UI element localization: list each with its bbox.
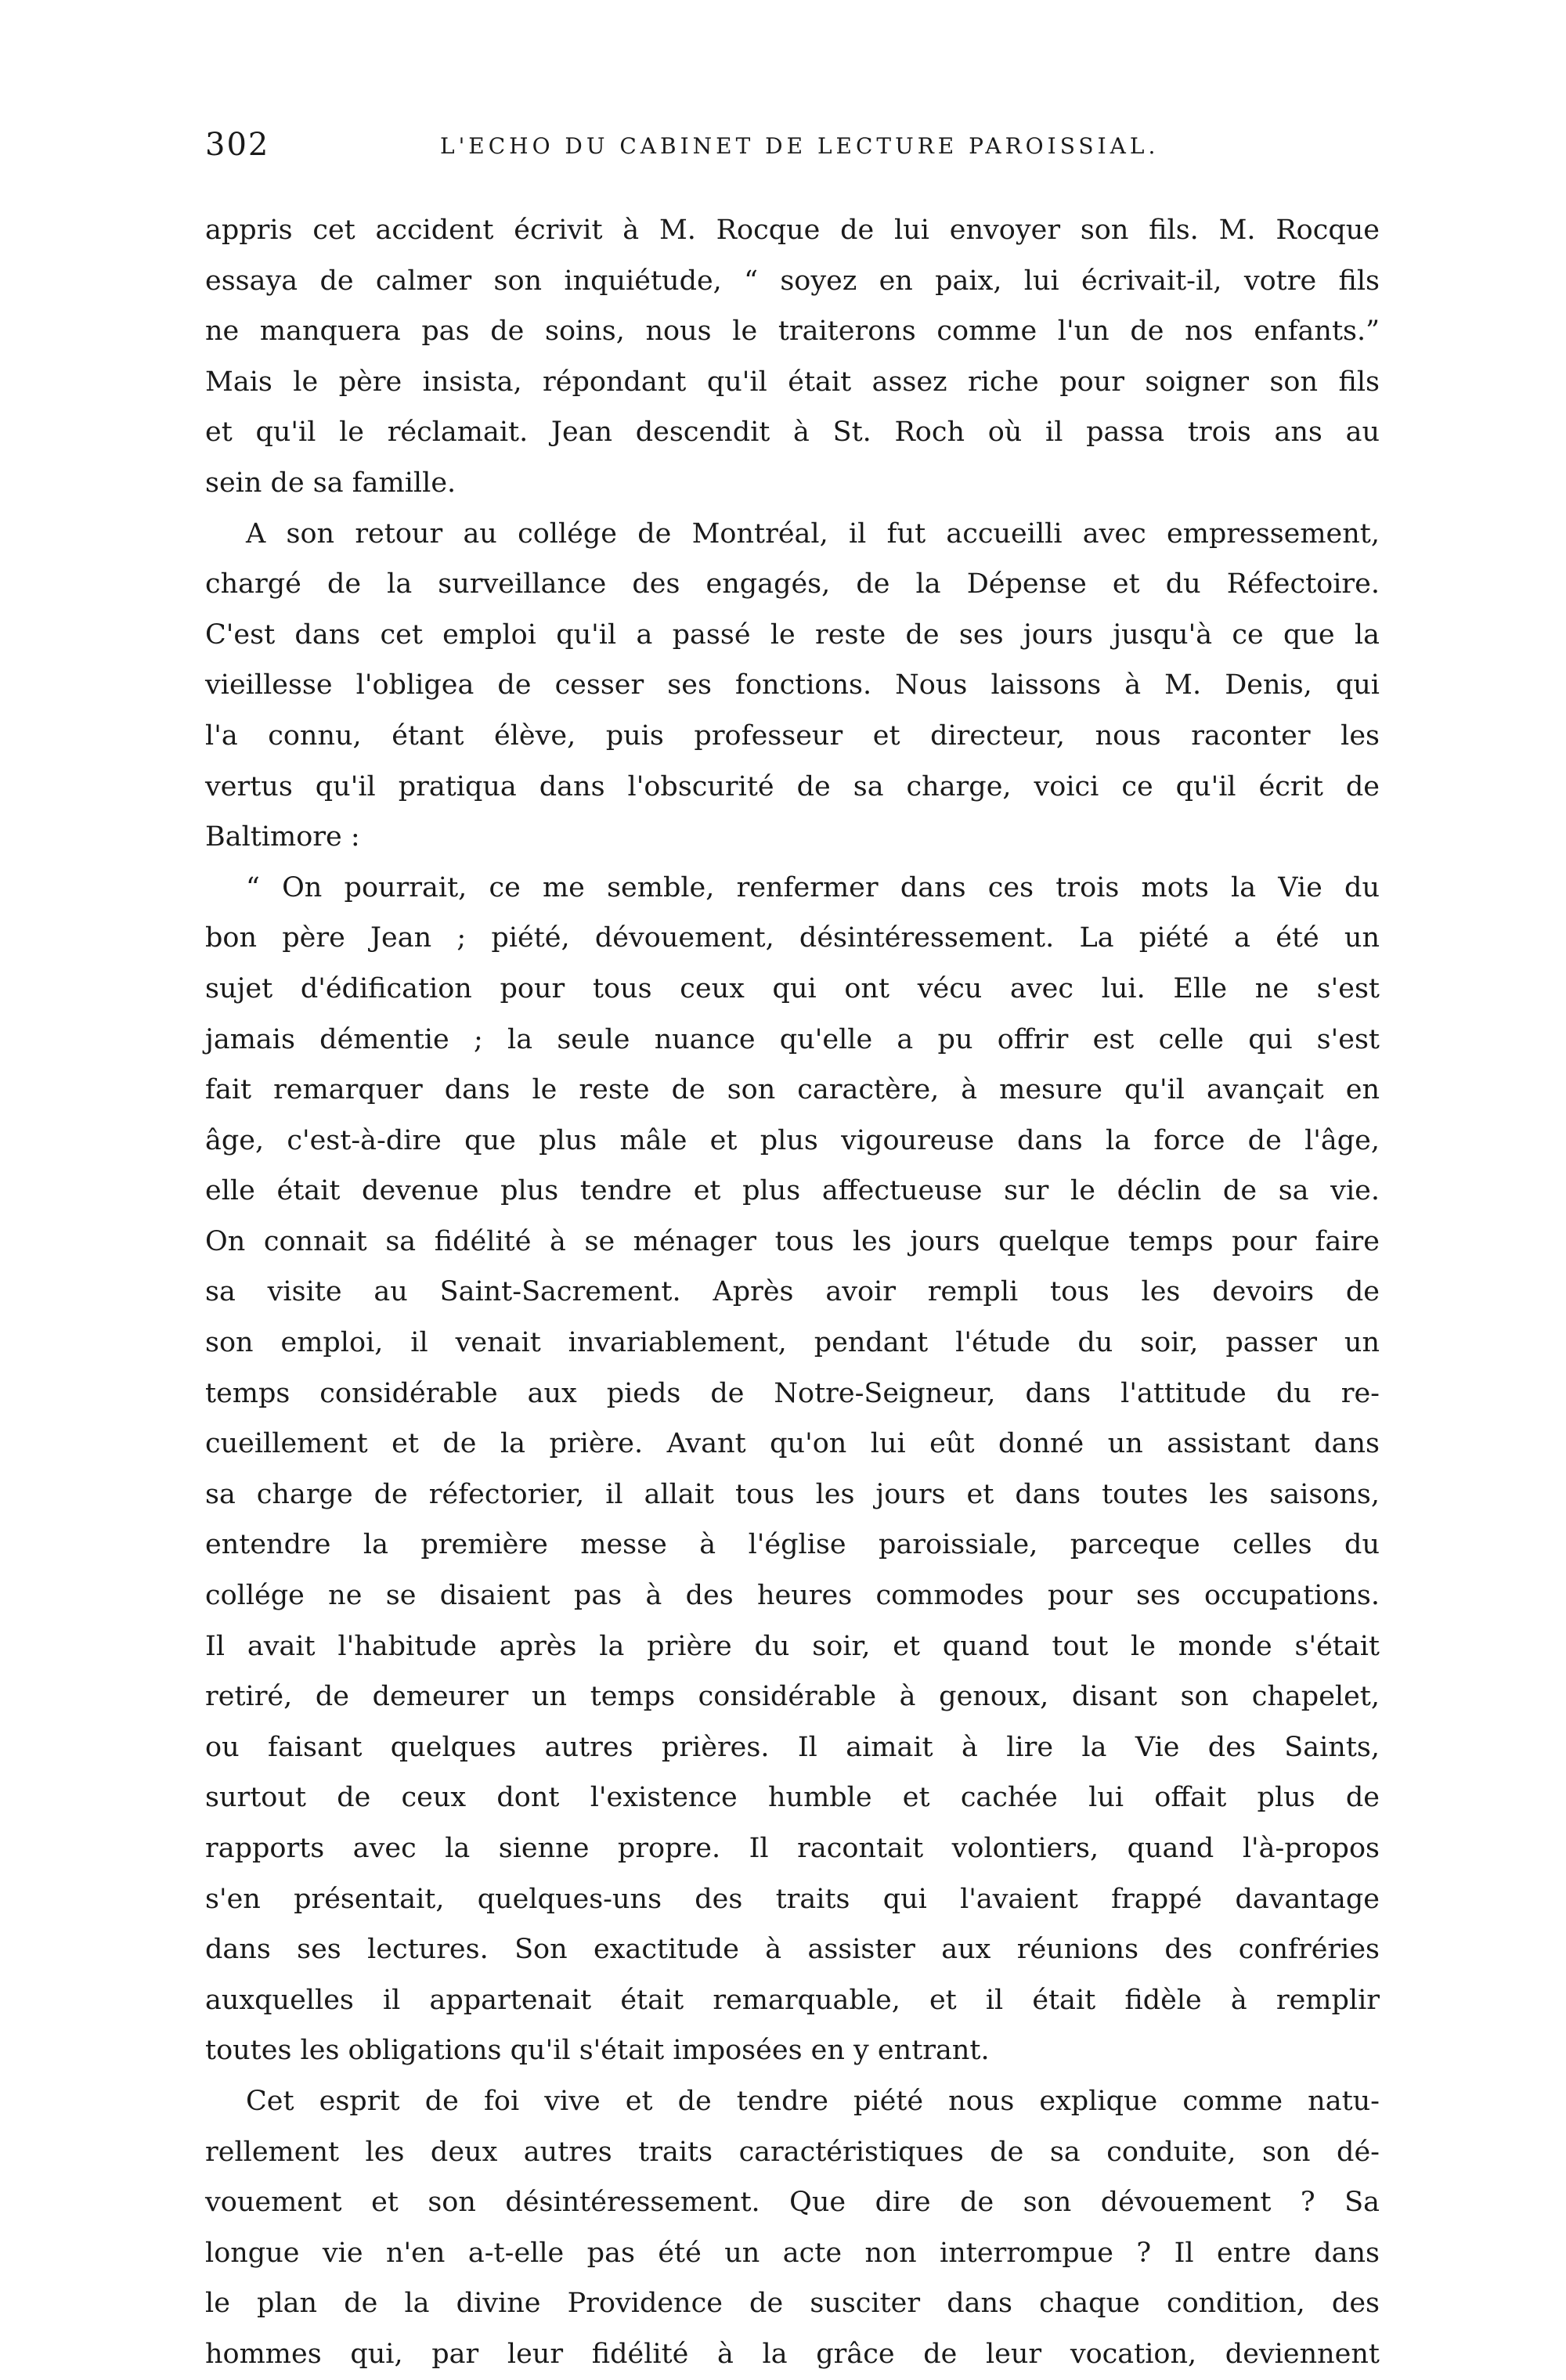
page-number: 302 — [205, 127, 270, 163]
text-line: vieillesse l'obligea de cesser ses fonctions. Nous laissons à M. Denis, qui — [205, 669, 1380, 701]
text-line: appris cet accident écrivit à M. Rocque de lui envoyer son fils. M. Rocque — [205, 215, 1380, 246]
text-line: sein de sa famille. — [205, 467, 456, 499]
text-line: toutes les obligations qu'il s'était imposées en y entrant. — [205, 2035, 990, 2067]
text-line: Mais le père insista, répondant qu'il était assez riche pour soigner son fils — [205, 366, 1380, 398]
text-line: rellement les deux autres traits caractéristiques de sa conduite, son dé- — [205, 2136, 1380, 2168]
text-line: vertus qu'il pratiqua dans l'obscurité de sa charge, voici ce qu'il écrit de — [205, 770, 1380, 802]
text-line: vouement et son désintéressement. Que dire de son dévouement ? Sa — [205, 2187, 1380, 2219]
text-line: cueillement et de la prière. Avant qu'on lui eût donné un assistant dans — [205, 1428, 1380, 1460]
text-line: et qu'il le réclamait. Jean descendit à St. Roch où il passa trois ans au — [205, 416, 1380, 449]
text-line: fait remarquer dans le reste de son caractère, à mesure qu'il avançait en — [205, 1074, 1380, 1106]
text-line: auxquelles il appartenait était remarquable, et il était fidèle à remplir — [205, 1984, 1380, 2016]
text-line: sa visite au Saint-Sacrement. Après avoir rempli tous les devoirs de — [205, 1276, 1380, 1308]
text-line: jamais démentie ; la seule nuance qu'elle a pu offrir est celle qui s'est — [205, 1023, 1380, 1055]
text-line: âge, c'est-à-dire que plus mâle et plus vigoureuse dans la force de l'âge, — [205, 1124, 1380, 1156]
text-line: dans ses lectures. Son exactitude à assister aux réunions des confréries — [205, 1934, 1380, 1966]
text-line: retiré, de demeurer un temps considérable à genoux, disant son chapelet, — [205, 1681, 1380, 1713]
text-line: chargé de la surveillance des engagés, de la Dépense et du Réfectoire. — [205, 568, 1380, 600]
text-line: ou faisant quelques autres prières. Il aimait à lire la Vie des Saints, — [205, 1731, 1380, 1763]
text-line: Cet esprit de foi vive et de tendre piété nous explique comme natu- — [246, 2085, 1380, 2117]
text-line: sujet d'édification pour tous ceux qui ont vécu avec lui. Elle ne s'est — [205, 972, 1380, 1004]
text-line: bon père Jean ; piété, dévouement, désintéressement. La piété a été un — [205, 922, 1380, 954]
text-line: Il avait l'habitude après la prière du soir, et quand tout le monde s'était — [205, 1630, 1380, 1662]
text-line: C'est dans cet emploi qu'il a passé le reste de ses jours jusqu'à ce que la — [205, 618, 1380, 651]
text-line: collége ne se disaient pas à des heures commodes pour ses occupations. — [205, 1580, 1380, 1612]
text-line: son emploi, il venait invariablement, pendant l'étude du soir, passer un — [205, 1327, 1380, 1359]
page-header — [205, 127, 1380, 174]
running-title: L'ECHO DU CABINET DE LECTURE PAROISSIAL. — [440, 133, 1160, 159]
text-line: l'a connu, étant élève, puis professeur et directeur, nous raconter les — [205, 719, 1380, 752]
text-line: temps considérable aux pieds de Notre-Seigneur, dans l'attitude du re- — [205, 1377, 1380, 1409]
text-line: On connait sa fidélité à se ménager tous les jours quelque temps pour faire — [205, 1225, 1380, 1257]
text-line: le plan de la divine Providence de susciter dans chaque condition, des — [205, 2288, 1380, 2320]
text-line: A son retour au collége de Montréal, il fut accueilli avec empressement, — [246, 517, 1380, 550]
text-line: Baltimore : — [205, 821, 360, 853]
text-line: entendre la première messe à l'église paroissiale, parceque celles du — [205, 1529, 1380, 1561]
text-line: elle était devenue plus tendre et plus affectueuse sur le déclin de sa vie. — [205, 1175, 1380, 1207]
text-line: essaya de calmer son inquiétude, “ soyez en paix, lui écrivait-il, votre fils — [205, 265, 1380, 297]
text-line: longue vie n'en a-t-elle pas été un acte non interrompue ? Il entre dans — [205, 2237, 1380, 2269]
text-line: “ On pourrait, ce me semble, renfermer dans ces trois mots la Vie du — [246, 871, 1380, 903]
text-line: rapports avec la sienne propre. Il racontait volontiers, quand l'à-propos — [205, 1833, 1380, 1864]
body-text — [205, 205, 1380, 2380]
text-line: sa charge de réfectorier, il allait tous les jours et dans toutes les saisons, — [205, 1478, 1380, 1510]
text-line: s'en présentait, quelques-uns des traits qui l'avaient frappé davantage — [205, 1883, 1380, 1915]
text-line: ne manquera pas de soins, nous le traiterons comme l'un de nos enfants.” — [205, 316, 1380, 348]
text-line: hommes qui, par leur fidélité à la grâce de leur vocation, deviennent — [205, 2338, 1380, 2370]
text-line: surtout de ceux dont l'existence humble et cachée lui offait plus de — [205, 1782, 1380, 1814]
